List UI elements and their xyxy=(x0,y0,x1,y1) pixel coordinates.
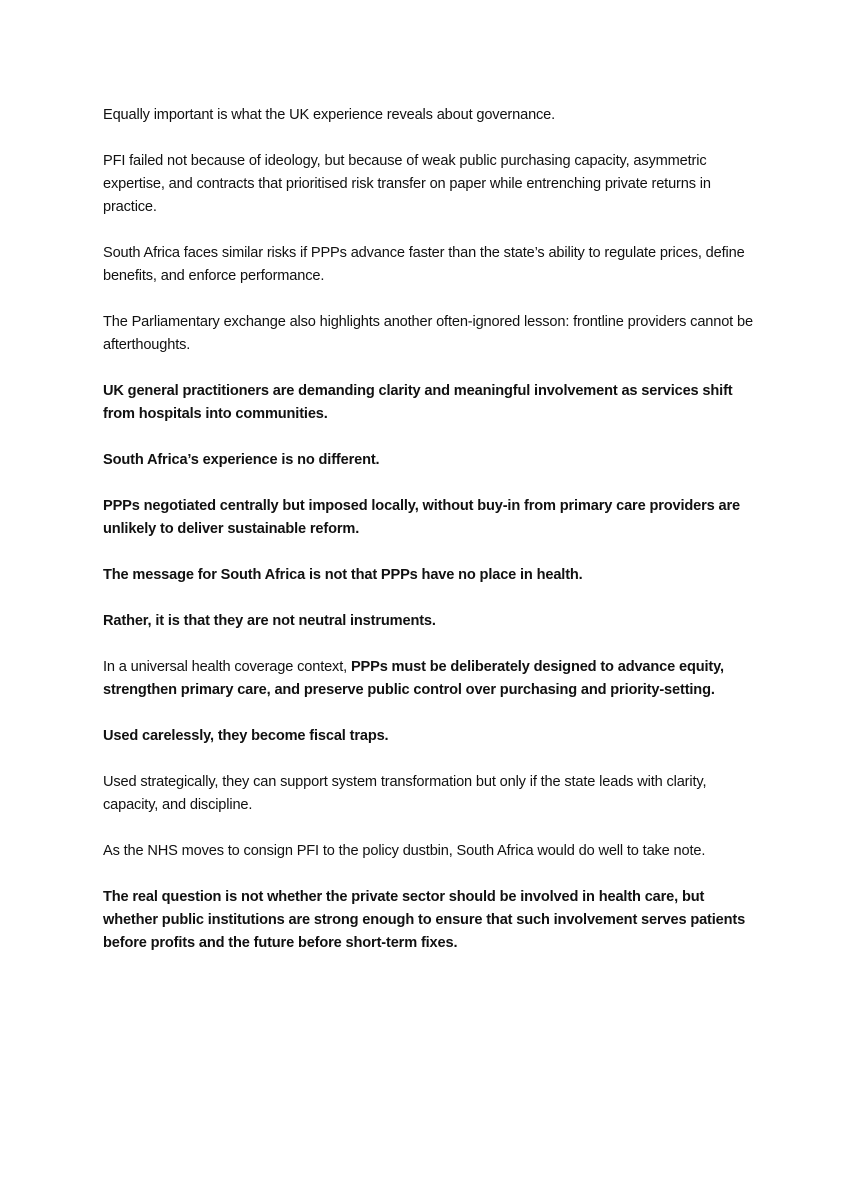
paragraph-uk-gps: UK general practitioners are demanding clarity and meaningful involvement as services shift from hospitals into communities. xyxy=(103,383,733,422)
paragraph-sa-experience: South Africa’s experience is no different. xyxy=(103,452,380,468)
paragraph-uhc-context xyxy=(103,656,753,702)
paragraph-governance: Equally important is what the UK experience reveals about governance. xyxy=(103,107,556,123)
paragraph-nhs-dustbin: As the NHS moves to consign PFI to the policy dustbin, South Africa would do well to take note. xyxy=(103,843,706,859)
paragraph-pfi-failure: PFI failed not because of ideology, but because of weak public purchasing capacity, asymmetric expertise, and contracts that prioritised risk transfer on paper while entrenching private returns in practice. xyxy=(103,153,711,215)
paragraph-not-neutral: Rather, it is that they are not neutral instruments. xyxy=(103,613,436,629)
uhc-context-regular-text: In a universal health coverage context, xyxy=(103,659,351,675)
paragraph-message-for-sa: The message for South Africa is not that PPPs have no place in health. xyxy=(103,567,583,583)
document-body xyxy=(103,104,753,978)
paragraph-fiscal-traps: Used carelessly, they become fiscal traps. xyxy=(103,728,389,744)
uhc-context-bold-text: PPPs must be deliberately designed to advance equity, strengthen primary care, and preserve public control over purchasing and priority-setting. xyxy=(103,659,724,698)
paragraph-parliamentary-exchange: The Parliamentary exchange also highlights another often-ignored lesson: frontline providers cannot be afterthoughts. xyxy=(103,314,753,353)
paragraph-sa-risks: South Africa faces similar risks if PPPs advance faster than the state’s ability to regulate prices, define benefits, and enforce performance. xyxy=(103,245,745,284)
paragraph-used-strategically: Used strategically, they can support system transformation but only if the state leads with clarity, capacity, and discipline. xyxy=(103,774,707,813)
paragraph-ppps-negotiated: PPPs negotiated centrally but imposed locally, without buy-in from primary care providers are unlikely to deliver sustainable reform. xyxy=(103,498,740,537)
paragraph-real-question: The real question is not whether the private sector should be involved in health care, but whether public institutions are strong enough to ensure that such involvement serves patients before profits and the future before short-term fixes. xyxy=(103,889,746,951)
